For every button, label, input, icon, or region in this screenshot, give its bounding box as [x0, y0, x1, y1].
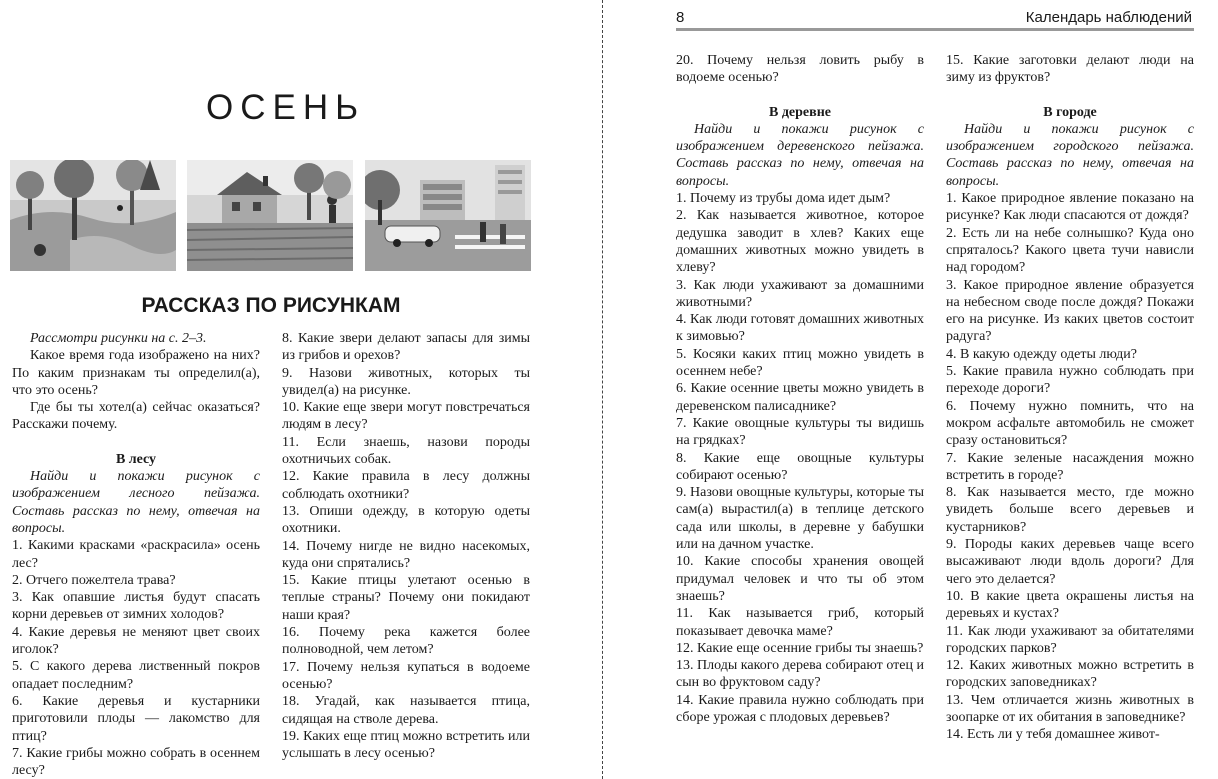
left-page	[0, 0, 600, 779]
right-page	[606, 0, 1218, 779]
question: 7. Какие овощные культуры ты видишь на грядках?	[676, 415, 924, 449]
question: 10. В какие цвета окрашены листья на деревьях и кустах?	[946, 588, 1194, 622]
question: 10. Какие еще звери могут повстречаться людям в лесу?	[282, 400, 530, 433]
question: 2. Есть ли на небе солнышко? Куда оно спряталось? Какого цвета тучи нависли над городом?	[946, 225, 1194, 276]
left-column-2	[282, 330, 530, 762]
question: 14. Какие правила нужно соблюдать при сборе урожая с плодовых деревьев?	[676, 692, 924, 725]
question: 3. Как опавшие листья будут спасать корни деревьев от зимних холодов?	[12, 590, 260, 623]
question: 16. Почему река кажется более полноводной, чем летом?	[282, 625, 530, 658]
illustrations	[10, 160, 532, 271]
question: 7. Какие зеленые насаждения можно встретить в городе?	[946, 450, 1194, 483]
question: 2. Как называется животное, которое дедушка заводит в хлев? Каких еще домашних животных можно увидеть в хлеву?	[676, 208, 924, 276]
question: 9. Породы каких деревьев чаще всего высаживают люди вдоль дороги? Для чего это делается?	[946, 537, 1194, 587]
question: 14. Есть ли у тебя домашнее живот-	[946, 727, 1160, 743]
question: 11. Если знаешь, назови породы охотничьих собак.	[282, 434, 530, 468]
question: 9. Назови животных, которых ты увидел(а) на рисунке.	[282, 365, 530, 398]
question: 13. Чем отличается жизнь животных в зоопарке от их обитания в заповеднике?	[946, 692, 1194, 725]
village-illustration	[187, 160, 353, 271]
question: 4. В какую одежду одеты люди?	[946, 346, 1137, 362]
question: 15. Какие заготовки делают люди на зиму из фруктов?	[946, 53, 1194, 86]
question: 6. Какие осенние цветы можно увидеть в деревенском палисаднике?	[676, 381, 924, 414]
right-column-2	[946, 52, 1194, 744]
question: 12. Какие еще осенние грибы ты знаешь?	[676, 640, 924, 656]
question: 20. Почему нельзя ловить рыбу в водоеме осенью?	[676, 53, 924, 86]
question: 2. Отчего пожелтела трава?	[12, 572, 176, 588]
question: 3. Какое природное явление образуется на небесном своде после дождя? Покажи его на рисунке. Из каких цветов состоит радуга?	[946, 277, 1194, 345]
intro-paragraph: Где бы ты хотел(а) сейчас оказаться? Расскажи почему.	[12, 400, 260, 433]
task-forest: Найди и покажи рисунок с изображением лесного пейзажа. Составь рассказ по нему, отвечая на вопросы.	[12, 469, 260, 536]
question: 8. Как называется место, где можно увидеть больше всего деревьев и кустарников?	[946, 485, 1194, 535]
question: 11. Как люди ухаживают за обитателями городских парков?	[946, 623, 1194, 656]
question: 18. Угадай, как называется птица, сидящая на стволе дерева.	[282, 694, 530, 727]
question: 12. Каких животных можно встретить в городских заповедниках?	[946, 658, 1194, 691]
question: 5. Косяки каких птиц можно увидеть в осеннем небе?	[676, 346, 924, 380]
question: 5. Какие правила нужно соблюдать при переходе дороги?	[946, 364, 1194, 397]
question: 14. Почему нигде не видно насекомых, куда они спрятались?	[282, 538, 530, 571]
question: 8. Какие еще овощные культуры собирают осенью?	[676, 450, 924, 483]
left-column-1	[12, 330, 260, 779]
question: 13. Плоды какого дерева собирают отец и сын во фруктовом саду?	[676, 658, 924, 691]
question: 4. Как люди готовят домашних животных к зимовью?	[676, 312, 924, 345]
subheading-forest: В лесу	[115, 451, 157, 467]
right-column-1	[676, 52, 924, 726]
intro-paragraph: Какое время года изображено на них? По каким признакам ты определил(а), что это осень?	[12, 348, 260, 398]
subheading-city: В городе	[1043, 104, 1097, 120]
question: 5. С какого дерева лиственный покров опадает последним?	[12, 659, 260, 692]
forest-illustration	[10, 160, 176, 271]
city-illustration	[365, 160, 531, 271]
question: 13. Опиши одежду, в которую одеты охотники.	[282, 503, 530, 537]
question: 10. Какие способы хранения овощей придумал человек и что ты об этом знаешь?	[676, 554, 924, 604]
question: 17. Почему нельзя купаться в водоеме осенью?	[282, 659, 530, 692]
question: 4. Какие деревья не меняют цвет своих иголок?	[12, 624, 260, 658]
subheading-village: В деревне	[769, 104, 831, 120]
intro-italic: Рассмотри рисунки на с. 2–3.	[30, 331, 207, 346]
section-heading: РАССКАЗ ПО РИСУНКАМ	[141, 294, 401, 317]
question: 6. Почему нужно помнить, что на мокром асфальте автомобиль не сможет сразу остановиться?	[946, 398, 1194, 449]
page-number: 8	[676, 9, 685, 26]
question: 7. Какие грибы можно собрать в осеннем лесу?	[12, 745, 260, 779]
task-city: Найди и покажи рисунок с изображением городского пейзажа. Составь рассказ по нему, отвечая на вопросы.	[946, 121, 1194, 189]
task-village: Найди и покажи рисунок с изображением деревенского пейзажа. Составь рассказ по нему, отвечая на вопросы.	[676, 121, 924, 189]
running-title: Календарь наблюдений	[1025, 9, 1192, 26]
question: 1. Какое природное явление показано на рисунке? Как люди спасаются от дождя?	[946, 191, 1194, 224]
question: 9. Назови овощные культуры, которые ты сам(а) вырастил(а) в теплице детского сада или школы, в деревне у бабушки или на дачном участке.	[676, 485, 924, 553]
page-divider	[602, 0, 603, 779]
season-title: ОСЕНЬ	[206, 88, 366, 127]
question: 3. Как люди ухаживают за домашними животными?	[676, 277, 924, 310]
question: 1. Почему из трубы дома идет дым?	[676, 191, 891, 207]
question: 15. Какие птицы улетают осенью в теплые страны? Почему они покидают наши края?	[282, 573, 530, 623]
running-header	[676, 8, 1194, 31]
question: 19. Каких еще птиц можно встретить или услышать в лесу осенью?	[282, 728, 530, 762]
question: 8. Какие звери делают запасы для зимы из грибов и орехов?	[282, 331, 530, 364]
question: 1. Какими красками «раскрасила» осень лес?	[12, 538, 260, 571]
question: 6. Какие деревья и кустарники приготовили плоды — лакомство для птиц?	[12, 693, 260, 744]
question: 12. Какие правила в лесу должны соблюдать охотники?	[282, 469, 530, 502]
question: 11. Как называется гриб, который показывает девочка маме?	[676, 606, 924, 639]
